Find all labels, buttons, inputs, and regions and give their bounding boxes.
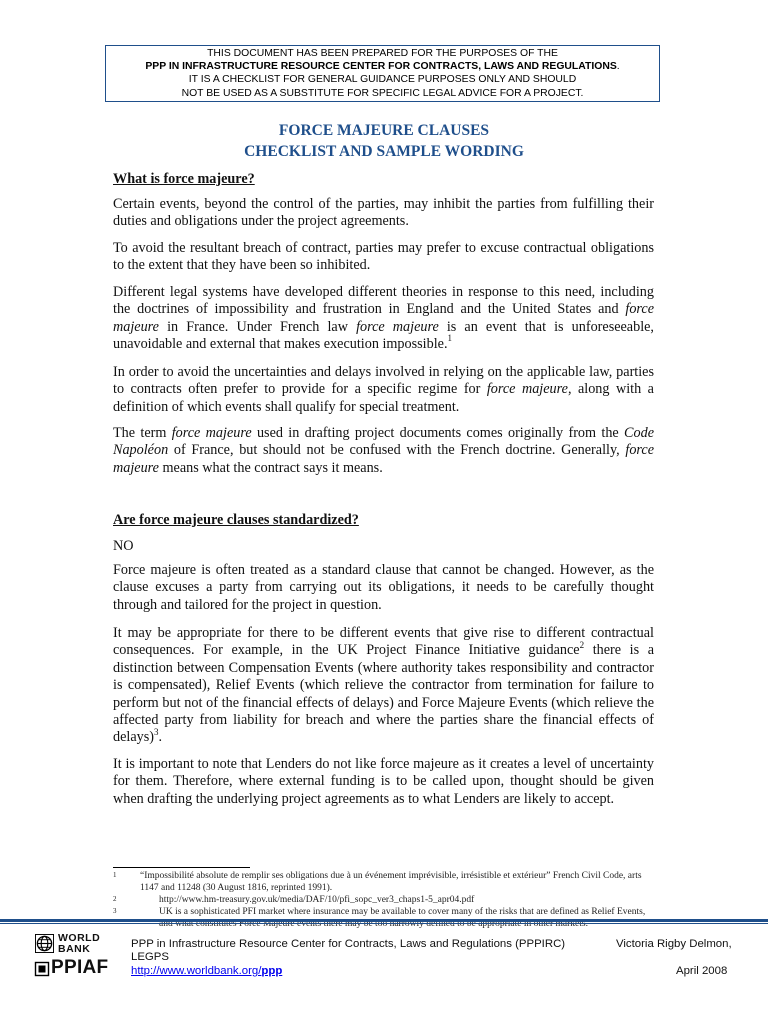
- footer-center-line-2: LEGPS: [131, 951, 169, 963]
- footnote-number: 3: [113, 907, 117, 915]
- footnote-ref-3[interactable]: 3: [153, 726, 159, 737]
- ppiaf-mark-icon: [35, 962, 49, 976]
- paragraph: It may be appropriate for there to be different events that give rise to different contractual consequences. For example, in the UK Project Finance Initiative guidance$^2$ there is a distinction between Compensation Events (where authority takes responsibility and contractor is compensated), Relief Events (which relieve the contractor from termination for failure to perform but not of the financial effects of delays) and Force Majeure Events (which relieve the affected party from liability for breach and where the parties share the financial effects of delays)$^3$.: [113, 625, 654, 746]
- paragraph: The term force majeure used in drafting project documents comes originally from the Code Napoléon of France, but should not be confused with the French doctrine. Generally, force majeure means what the contract says it means.: [113, 425, 654, 476]
- disclaimer-line-4: NOT BE USED AS A SUBSTITUTE FOR SPECIFIC LEGAL ADVICE FOR A PROJECT.: [181, 87, 584, 99]
- disclaimer-line-3: IT IS A CHECKLIST FOR GENERAL GUIDANCE PURPOSES ONLY AND SHOULD: [188, 74, 577, 86]
- paragraph: Force majeure is often treated as a standard clause that cannot be changed. However, as the clause excuses a party from carrying out its obligations, it needs to be carefully thought through and tailored for the project in question.: [113, 562, 654, 613]
- paragraph: It is important to note that Lenders do not like force majeure as it creates a level of uncertainty for them. Therefore, where external funding is to be called upon, thought should be given when drafting the underlying project agreements as to what Lenders are likely to accept.: [113, 756, 654, 807]
- footnote-number: 2: [113, 895, 117, 903]
- paragraph: To avoid the resultant breach of contract, parties may prefer to excuse contractual obligations to the extent that they have been so inhibited.: [113, 240, 654, 274]
- section-heading-standardized: Are force majeure clauses standardized?: [113, 512, 359, 528]
- world-bank-logo: [35, 933, 125, 955]
- globe-icon: [35, 934, 54, 953]
- document-subtitle: CHECKLIST AND SAMPLE WORDING: [244, 143, 524, 160]
- paragraph: In order to avoid the uncertainties and delays involved in relying on the applicable law, parties to contracts often prefer to provide for a specific regime for force majeure, along with a definition of which events shall qualify for special treatment.: [113, 364, 654, 415]
- document-title: FORCE MAJEURE CLAUSES: [278, 122, 490, 139]
- footer-date: April 2008: [676, 965, 728, 977]
- footnote-ref-2[interactable]: 2: [579, 639, 585, 650]
- ppiaf-wordmark: PPIAF: [51, 957, 109, 978]
- footnote-number: 1: [113, 871, 117, 879]
- footnote-1: “Impossibilité absolute de remplir ses obligations due à un événement imprévisible, irrésistible et extérieur” French Civil Code, arts 1147 and 11248 (30 August 1816, reprinted 1991).: [140, 871, 642, 893]
- footer-link[interactable]: [131, 965, 282, 978]
- disclaimer-box: [105, 45, 660, 102]
- footnote-separator: [113, 867, 250, 868]
- disclaimer-period: .: [616, 61, 620, 73]
- paragraph: Different legal systems have developed different theories in response to this need, including the doctrines of impossibility and frustration in England and the United States and force majeure in France. Under French law force majeure is an event that is unforeseeable, unavoidable and external that makes execution impossible.$^1$: [113, 284, 654, 353]
- paragraph: Certain events, beyond the control of the parties, may inhibit the parties from fulfilling their duties and obligations under the project agreements.: [113, 196, 654, 230]
- disclaimer-line-1: THIS DOCUMENT HAS BEEN PREPARED FOR THE PURPOSES OF THE: [207, 48, 558, 59]
- answer-text: NO: [113, 538, 134, 554]
- disclaimer-center-name: PPP IN INFRASTRUCTURE RESOURCE CENTER FOR CONTRACTS, LAWS AND REGULATIONS: [145, 61, 617, 73]
- footnote-3: UK is a sophisticated PFI market where insurance may be available to cover many of the risks that are defined as Relief Events,: [159, 907, 646, 917]
- footnote-2[interactable]: http://www.hm-treasury.gov.uk/media/DAF/10/pfi_sopc_ver3_chaps1-5_apr04.pdf: [159, 895, 475, 905]
- footer-rule: [0, 919, 768, 922]
- worldbank-ppp-link[interactable]: http://www.worldbank.org/ppp: [131, 965, 283, 977]
- footer-center-line-1: PPP in Infrastructure Resource Center for Contracts, Laws and Regulations (PPPIRC): [131, 938, 566, 950]
- section-heading-what-is: What is force majeure?: [113, 171, 255, 187]
- footer-rule-thin: [0, 923, 768, 924]
- disclaimer-line-2: [106, 60, 659, 73]
- footnote-ref-1[interactable]: 1: [447, 333, 452, 344]
- footer-author: Victoria Rigby Delmon,: [616, 938, 732, 950]
- world-bank-wordmark: WORLD BANK: [58, 932, 101, 955]
